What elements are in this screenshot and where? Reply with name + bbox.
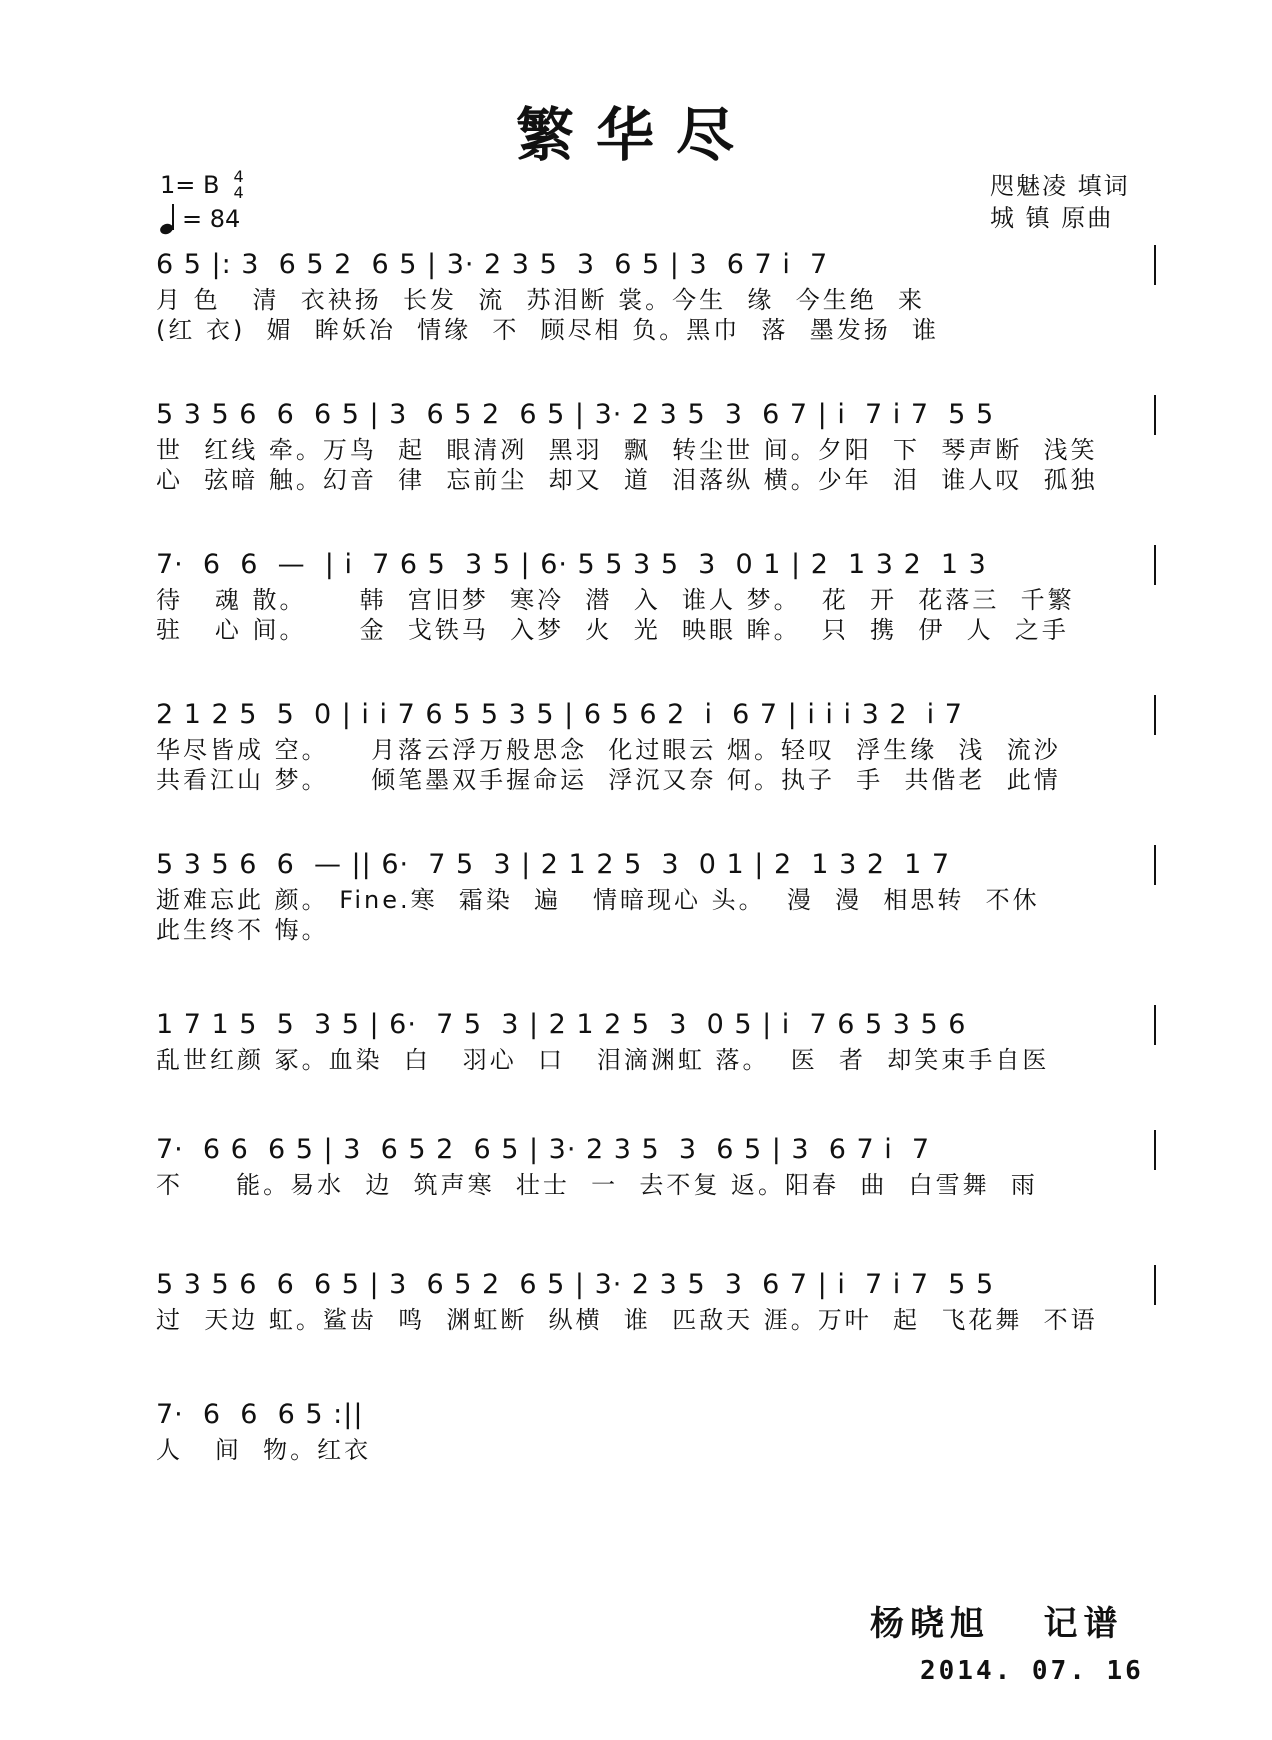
- key-label: 1= B: [160, 171, 220, 199]
- lyric-line-verse-1: 世 红线 牵。万鸟 起 眼清冽 黑羽 飘 转尘世 间。夕阳 下 琴声断 浅笑: [156, 436, 1098, 464]
- lyric-line-verse-2: 驻 心 间。 金 戈铁马 入梦 火 光 映眼 眸。 只 携 伊 人 之手: [156, 616, 1069, 644]
- notation-line: 1 7 1 5 5 3 5 | 6· 7 5 3 | 2 1 2 5 3 0 5 | i 7 6 5 3 5 6: [156, 1009, 967, 1040]
- key-signature: [160, 168, 244, 202]
- lyric-line-verse-1: 华尽皆成 空。 月落云浮万般思念 化过眼云 烟。轻叹 浮生缘 浅 流沙: [156, 736, 1061, 764]
- score-system-3: [156, 545, 1156, 645]
- barline: [1154, 545, 1156, 585]
- score-system-6: [156, 1005, 1156, 1075]
- notation-line: 5 3 5 6 6 6 5 | 3 6 5 2 6 5 | 3· 2 3 5 3 6 7 | i 7 i 7 5 5: [156, 399, 995, 430]
- score-system-5: [156, 845, 1156, 945]
- key-tempo-block: [160, 168, 244, 236]
- credits-block: [990, 170, 1130, 234]
- lyric-line-verse-2: (红 衣) 媚 眸妖冶 情缘 不 顾尽相 负。黑巾 落 墨发扬 谁: [156, 316, 940, 344]
- barline: [1154, 1005, 1156, 1045]
- score-system-7: [156, 1130, 1156, 1200]
- score-system-1: [156, 245, 1156, 345]
- score-system-8: [156, 1265, 1156, 1335]
- tempo-value: = 84: [182, 205, 241, 233]
- barline: [1154, 245, 1156, 285]
- notation-line: 5 3 5 6 6 6 5 | 3 6 5 2 6 5 | 3· 2 3 5 3 6 7 | i 7 i 7 5 5: [156, 1269, 995, 1300]
- barline: [1154, 1265, 1156, 1305]
- barline: [1154, 1130, 1156, 1170]
- score-system-9: [156, 1395, 1156, 1465]
- transcription-date: 2014. 07. 16: [920, 1656, 1144, 1686]
- lyricist-credit: 咫魅凌 填词: [990, 172, 1130, 200]
- lyric-line-verse-1: 过 天边 虹。鲨齿 鸣 渊虹断 纵横 谁 匹敌天 涯。万叶 起 飞花舞 不语: [156, 1306, 1098, 1334]
- lyric-line-verse-2: 共看江山 梦。 倾笔墨双手握命运 浮沉又奈 何。执子 手 共偕老 此情: [156, 766, 1061, 794]
- score-system-2: [156, 395, 1156, 495]
- barline: [1154, 695, 1156, 735]
- time-signature-top: 4: [233, 167, 244, 186]
- lyric-line-verse-1: 人 间 物。红衣: [156, 1436, 372, 1464]
- notation-line: 5 3 5 6 6 — || 6· 7 5 3 | 2 1 2 5 3 0 1 | 2 1 3 2 1 7: [156, 849, 951, 880]
- notation-line: 7· 6 6 6 5 | 3 6 5 2 6 5 | 3· 2 3 5 3 6 5 | 3 6 7 i 7: [156, 1134, 931, 1165]
- lyric-line-verse-1: 月 色 清 衣袂扬 长发 流 苏泪断 裳。今生 缘 今生绝 来: [156, 286, 925, 314]
- notation-line: 2 1 2 5 5 0 | i i 7 6 5 5 3 5 | 6 5 6 2 i 6 7 | i i i 3 2 i 7: [156, 699, 963, 730]
- barline: [1154, 845, 1156, 885]
- lyric-line-verse-1: 不 能。易水 边 筑声寒 壮士 一 去不复 返。阳春 曲 白雪舞 雨: [156, 1171, 1038, 1199]
- lyric-line-verse-1: 乱世红颜 冢。血染 白 羽心 口 泪滴渊虹 落。 医 者 却笑束手自医: [156, 1046, 1050, 1074]
- lyric-line-verse-1: 待 魂 散。 韩 宫旧梦 寒冷 潜 入 谁人 梦。 花 开 花落三 千繁: [156, 586, 1075, 614]
- notation-line: 7· 6 6 — | i 7 6 5 3 5 | 6· 5 5 3 5 3 0 1 | 2 1 3 2 1 3: [156, 549, 987, 580]
- notation-line: 6 5 |: 3 6 5 2 6 5 | 3· 2 3 5 3 6 5 | 3 6 7 i 7: [156, 249, 829, 280]
- score-system-4: [156, 695, 1156, 795]
- transcriber-credit: 杨晓旭 记谱: [870, 1604, 1124, 1644]
- notation-line: 7· 6 6 6 5 :||: [156, 1399, 364, 1430]
- lyric-line-verse-2: 心 弦暗 触。幻音 律 忘前尘 却又 道 泪落纵 横。少年 泪 谁人叹 孤独: [156, 466, 1098, 494]
- lyric-line-verse-1: 逝难忘此 颜。 Fine.寒 霜染 遍 情暗现心 头。 漫 漫 相思转 不休: [156, 886, 1040, 914]
- composer-credit: 城 镇 原曲: [990, 204, 1114, 232]
- song-title: 繁华尽: [515, 101, 756, 169]
- quarter-note-icon: [160, 204, 174, 234]
- barline: [1154, 395, 1156, 435]
- tempo-marking: [160, 202, 244, 236]
- time-signature: [233, 169, 243, 201]
- lyric-line-verse-2: 此生终不 悔。: [156, 916, 329, 944]
- time-signature-bottom: 4: [233, 183, 244, 202]
